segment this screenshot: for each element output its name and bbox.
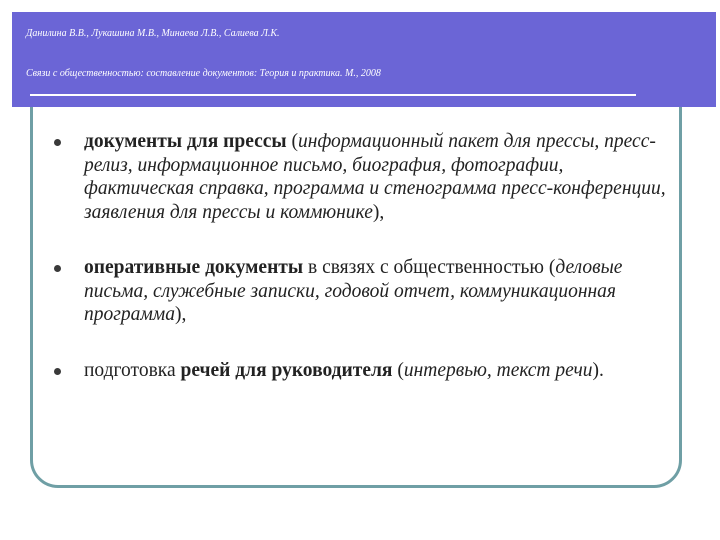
authors-line: Данилина В.В., Лукашина М.В., Минаева Л.В., Салиева Л.К. — [26, 28, 280, 39]
item-text: в связях с общественностью ( — [303, 257, 556, 278]
item-text: ), — [372, 201, 385, 223]
list-item — [50, 359, 670, 383]
list-item — [50, 256, 670, 327]
item-italic-text: информационный пакет для прессы, пресс-релиз, информационное письмо, биография, фотографии, фактическая справка, программа и стенограмма пресс-конференции, заявления для прессы и коммюнике — [84, 131, 666, 223]
item-text: ), — [175, 304, 187, 325]
header-band-end — [636, 12, 684, 107]
item-text: ( — [392, 359, 404, 381]
bullet-icon — [54, 368, 61, 375]
source-line: Связи с общественностью: составление документов: Теория и практика. М., 2008 — [26, 68, 381, 79]
bullet-list — [50, 130, 670, 414]
item-text: подготовка — [84, 359, 181, 381]
item-text: ( — [286, 131, 299, 152]
item-italic-text: деловые письма, служебные записки, годовой отчет, коммуникационная программа — [84, 257, 623, 325]
item-bold-text: речей для руководителя — [180, 359, 393, 381]
item-italic-text: интервью, текст речи — [403, 359, 593, 381]
header-band — [12, 12, 716, 107]
bullet-icon — [54, 265, 61, 272]
header-divider — [30, 94, 636, 96]
list-item — [50, 130, 670, 224]
bullet-icon — [54, 139, 61, 146]
item-text: ). — [592, 359, 604, 381]
item-bold-text: документы для прессы — [84, 131, 287, 152]
item-bold-text: оперативные документы — [84, 257, 304, 278]
